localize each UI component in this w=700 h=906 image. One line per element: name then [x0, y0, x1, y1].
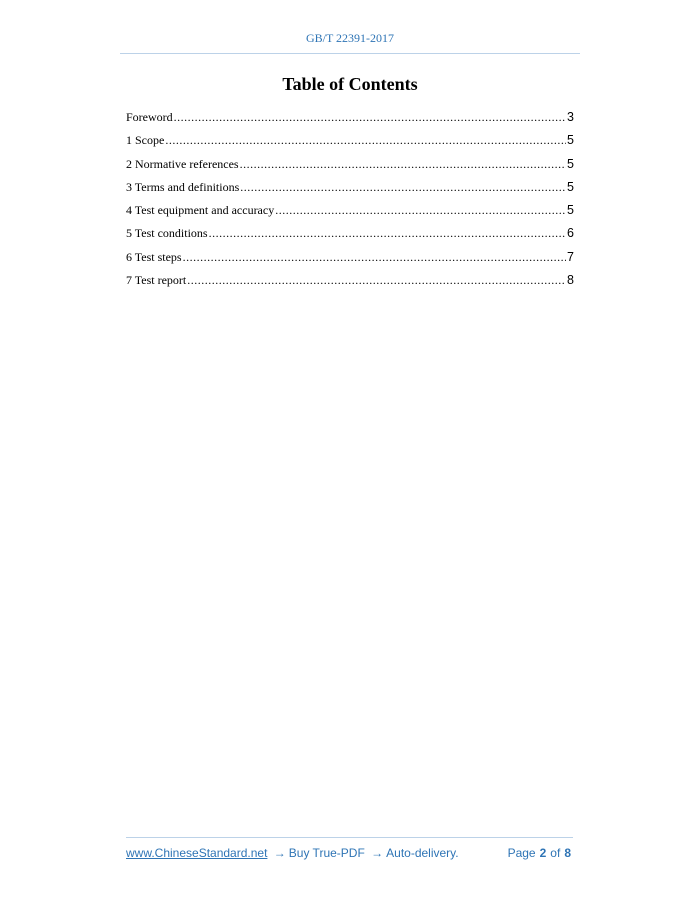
toc-title: Table of Contents — [282, 74, 418, 94]
toc-entry-label: 2 Normative references — [126, 156, 239, 171]
buy-true-pdf-text: Buy True-PDF — [288, 846, 365, 860]
toc-entry-page: 5 — [567, 156, 574, 171]
toc-entry-normative-references[interactable] — [126, 156, 574, 179]
toc-entry-label: 7 Test report — [126, 273, 187, 288]
toc-entry-page: 6 — [567, 226, 574, 241]
toc-entry-label: 3 Terms and definitions — [126, 179, 240, 194]
arrow-right-icon: → — [371, 846, 384, 860]
toc-entry-test-steps[interactable] — [126, 249, 574, 272]
toc-entry-label: 1 Scope — [126, 133, 165, 148]
toc-dot-leader — [240, 179, 566, 195]
toc-dot-leader — [275, 202, 566, 218]
toc-entry-page: 5 — [567, 203, 574, 218]
toc-entry-label: 4 Test equipment and accuracy — [126, 203, 275, 218]
page-indicator — [508, 846, 571, 860]
toc-entry-label: 6 Test steps — [126, 249, 182, 264]
toc-entry-label: Foreword — [126, 110, 173, 124]
toc-entry-page: 5 — [567, 133, 574, 148]
toc-entry-page: 7 — [567, 249, 574, 264]
toc-entry-foreword[interactable] — [126, 109, 574, 132]
toc-entry-page: 8 — [567, 273, 574, 288]
toc-dot-leader — [187, 272, 566, 288]
footer-divider — [126, 837, 573, 838]
total-pages-number: 8 — [564, 846, 571, 860]
auto-delivery-text: Auto-delivery. — [386, 846, 459, 860]
arrow-right-icon: → — [273, 846, 286, 860]
footer-promo — [126, 846, 459, 860]
toc-entry-page: 3 — [567, 110, 574, 124]
toc-entry-scope[interactable] — [126, 132, 574, 155]
toc-entry-label: 5 Test conditions — [126, 226, 208, 241]
table-of-contents — [126, 109, 574, 295]
toc-dot-leader — [183, 249, 566, 265]
toc-entry-page: 5 — [567, 179, 574, 194]
toc-entry-test-equipment[interactable] — [126, 202, 574, 225]
header-divider — [120, 53, 580, 54]
website-link[interactable]: www.ChineseStandard.net — [126, 846, 268, 860]
of-label: of — [550, 846, 561, 860]
toc-dot-leader — [209, 225, 566, 241]
page-label: Page — [507, 846, 536, 860]
toc-dot-leader — [174, 109, 566, 125]
page-footer — [126, 846, 573, 864]
toc-dot-leader — [240, 156, 566, 172]
toc-entry-test-conditions[interactable] — [126, 225, 574, 248]
toc-entry-terms-and-definitions[interactable] — [126, 179, 574, 202]
toc-entry-test-report[interactable] — [126, 272, 574, 295]
current-page-number: 2 — [539, 846, 547, 860]
toc-dot-leader — [165, 132, 566, 148]
document-code-header: GB/T 22391-2017 — [305, 31, 395, 45]
